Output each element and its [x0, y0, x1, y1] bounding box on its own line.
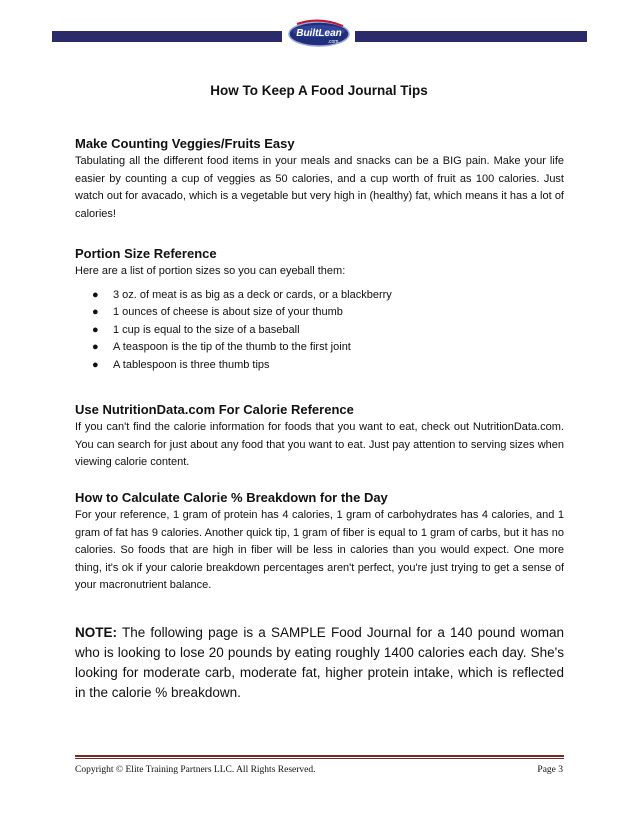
footer-divider-thin	[75, 758, 564, 759]
note-text: The following page is a SAMPLE Food Journal for a 140 pound woman who is looking to lose 20 pounds by eating roughly 1400 calories each day. She's looking for moderate carb, moderate fat, higher protein intake, which is reflected in the calorie % breakdown.	[75, 625, 564, 700]
bullet-icon: ●	[92, 323, 99, 336]
bullet-icon: ●	[92, 288, 99, 301]
bullet-icon: ●	[92, 341, 99, 353]
footer-divider	[75, 755, 564, 757]
section-veggies-fruits	[75, 136, 564, 223]
list-item: ● 1 ounces of cheese is about size of your thumb	[75, 304, 564, 322]
header-bar-right	[355, 31, 587, 42]
section-body: For your reference, 1 gram of protein has 4 calories, 1 gram of carbohydrates has 4 calories, and 1 gram of fat has 9 calories. Another quick tip, 1 gram of fiber is equal to 1 gram of carbs, but it has no calories. So foods that are high in fiber will be less in calories than you would expect. One more thing, it's ok if your calorie breakdown percentages aren't perfect, you're just trying to get a sense of your macronutrient balance.	[75, 509, 564, 591]
list-item: ● A teaspoon is the tip of the thumb to the first joint	[75, 339, 564, 357]
list-item: ● A tablespoon is three thumb tips	[75, 357, 564, 375]
logo-subtext: .com	[327, 39, 339, 45]
section-heading: Use NutritionData.com For Calorie Reference	[75, 402, 354, 417]
list-item: ● 3 oz. of meat is as big as a deck or cards, or a blackberry	[75, 287, 564, 305]
section-nutritiondata	[75, 402, 564, 472]
section-body: Here are a list of portion sizes so you can eyeball them:	[75, 265, 346, 277]
portion-list	[75, 287, 564, 375]
footer-page-number: Page 3	[537, 765, 563, 775]
section-body: Tabulating all the different food items in your meals and snacks can be a BIG pain. Make your life easier by counting a cup of veggies as 50 calories, and a cup worth of fruit as 100 calories. Just watch out for avacado, which is a vegetable but very high in (healthy) fat, which means it has a lot of calories!	[75, 155, 564, 220]
logo-text: BuiltLean	[296, 28, 342, 39]
section-body: If you can't find the calorie information for foods that you want to eat, check out NutritionData.com. You can search for just about any food that you want to eat. Just pay attention to serving sizes when viewing calorie content.	[75, 421, 564, 468]
list-item: ● 1 cup is equal to the size of a baseball	[75, 322, 564, 340]
section-heading: How to Calculate Calorie % Breakdown for the Day	[75, 490, 388, 505]
section-heading: Make Counting Veggies/Fruits Easy	[75, 136, 295, 151]
builtlean-logo	[287, 18, 351, 48]
note-label: NOTE:	[75, 625, 117, 640]
bullet-icon: ●	[92, 358, 99, 371]
section-portion-size	[75, 246, 564, 374]
section-heading: Portion Size Reference	[75, 246, 217, 261]
note-paragraph	[75, 623, 564, 703]
section-calorie-breakdown	[75, 490, 564, 595]
footer-copyright: Copyright © Elite Training Partners LLC. All Rights Reserved.	[75, 765, 316, 775]
header-bar-left	[52, 31, 282, 42]
bullet-icon: ●	[92, 306, 99, 318]
page-title: How To Keep A Food Journal Tips	[210, 83, 428, 98]
